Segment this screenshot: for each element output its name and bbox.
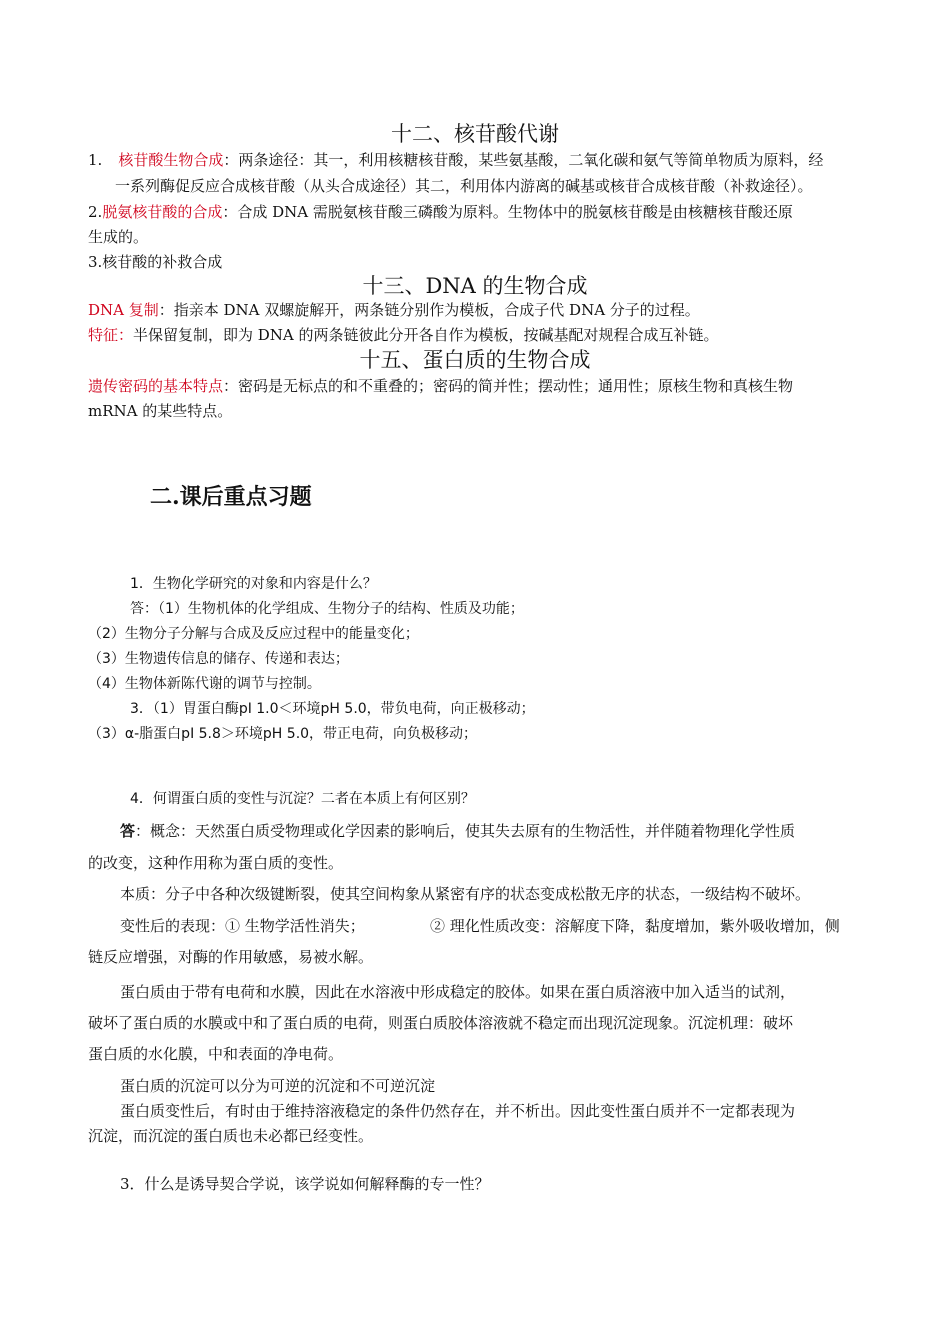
answer-4-line-11: 沉淀，而沉淀的蛋白质也未必都已经变性。 [88, 1127, 374, 1145]
question-1: 1．生物化学研究的对象和内容是什么？ [130, 576, 377, 592]
section-12-item-1 [88, 150, 823, 170]
line-text: ：密码是无标点的和不重叠的；密码的简并性；摆动性；通用性；原核生物和真核生物 [223, 377, 794, 395]
answer-1-line-2: （2）生物分子分解与合成及反应过程中的能量变化； [88, 626, 419, 642]
section-12-item-2 [88, 202, 793, 222]
answer-4-line-1 [120, 821, 795, 841]
answer-4-line-8: 蛋白质的水化膜，中和表面的净电荷。 [88, 1045, 344, 1063]
line-text: ：概念：天然蛋白质受物理或化学因素的影响后，使其失去原有的生物活性，并伴随着物理化学性质 [135, 822, 796, 840]
answer-1-line-3: （3）生物遗传信息的储存、传递和表达； [88, 651, 349, 667]
answer-4-line-4a: 变性后的表现：① 生物学活性消失； [120, 917, 365, 935]
answer-4-line-4b: ② 理化性质改变：溶解度下降，黏度增加，紫外吸收增加，侧 [430, 917, 840, 935]
answer-1-line-1: 答：（1）生物机体的化学组成、生物分子的结构、性质及功能； [130, 601, 524, 617]
line-text: ：指亲本 DNA 双螺旋解开，两条链分别作为模板，合成子代 DNA 分子的过程。 [158, 301, 700, 319]
item-number: 2. [88, 203, 103, 221]
question-3-line-1: 3．（1）胃蛋白酶pI 1.0＜环境pH 5.0，带负电荷，向正极移动； [130, 701, 535, 717]
term-dna-replication: DNA 复制 [88, 301, 159, 319]
answer-1-line-4: （4）生物体新陈代谢的调节与控制。 [88, 676, 321, 692]
answer-4-line-9: 蛋白质的沉淀可以分为可逆的沉淀和不可逆沉淀 [120, 1077, 436, 1095]
item-number: 1. [88, 151, 103, 169]
term-deoxynucleotide-synthesis: 脱氨核苷酸的合成 [102, 203, 223, 221]
answer-4-line-10: 蛋白质变性后，有时由于维持溶液稳定的条件仍然存在，并不析出。因此变性蛋白质并不一定都表现为 [120, 1102, 796, 1120]
section-13-line-2 [88, 325, 719, 345]
part-2-title: 二.课后重点习题 [150, 484, 312, 510]
section-12-item-3: 3.核苷酸的补救合成 [88, 253, 223, 271]
question-4: 4．何谓蛋白质的变性与沉淀？二者在本质上有何区别？ [130, 791, 475, 807]
section-13-title: 十三、DNA 的生物合成 [362, 274, 588, 298]
item-text: ：两条途径：其一，利用核糖核苷酸，某些氨基酸，二氧化碳和氨气等简单物质为原料，经 [223, 151, 824, 169]
question-3-line-2: （3）α-脂蛋白pI 5.8＞环境pH 5.0，带正电荷，向负极移动； [88, 726, 478, 742]
line-text: 半保留复制，即为 DNA 的两条链彼此分开各自作为模板，按碱基配对规程合成互补链。 [133, 326, 719, 344]
answer-4-line-3: 本质：分子中各种次级键断裂，使其空间构象从紧密有序的状态变成松散无序的状态，一级结构不破坏。 [120, 885, 811, 903]
answer-4-line-6: 蛋白质由于带有电荷和水膜，因此在水溶液中形成稳定的胶体。如果在蛋白质溶液中加入适当的试剂， [120, 983, 796, 1001]
section-12-title: 十二、核苷酸代谢 [391, 122, 559, 146]
term-nucleotide-biosynthesis: 核苷酸生物合成 [118, 151, 224, 169]
term-genetic-code: 遗传密码的基本特点 [88, 377, 224, 395]
section-15-line-2: mRNA 的某些特点。 [88, 402, 233, 420]
question-3b: 3．什么是诱导契合学说，该学说如何解释酶的专一性？ [120, 1175, 490, 1193]
answer-label: 答 [120, 822, 136, 840]
answer-4-line-2: 的改变，这种作用称为蛋白质的变性。 [88, 854, 344, 872]
section-15-title: 十五、蛋白质的生物合成 [359, 348, 591, 372]
section-13-line-1 [88, 300, 700, 320]
answer-4-line-5: 链反应增强，对酶的作用敏感，易被水解。 [88, 948, 374, 966]
answer-4-line-7: 破坏了蛋白质的水膜或中和了蛋白质的电荷，则蛋白质胶体溶液就不稳定而出现沉淀现象。沉淀机理：破坏 [88, 1014, 794, 1032]
item-text: ：合成 DNA 需脱氨核苷酸三磷酸为原料。生物体中的脱氨核苷酸是由核糖核苷酸还原 [222, 203, 793, 221]
section-15-line-1 [88, 376, 793, 396]
section-12-item-2-cont: 生成的。 [88, 228, 149, 246]
term-feature: 特征： [88, 326, 134, 344]
section-12-item-1-cont: 一系列酶促反应合成核苷酸（从头合成途径）其二，利用体内游离的碱基或核苷合成核苷酸（补救途径）。 [115, 177, 813, 195]
